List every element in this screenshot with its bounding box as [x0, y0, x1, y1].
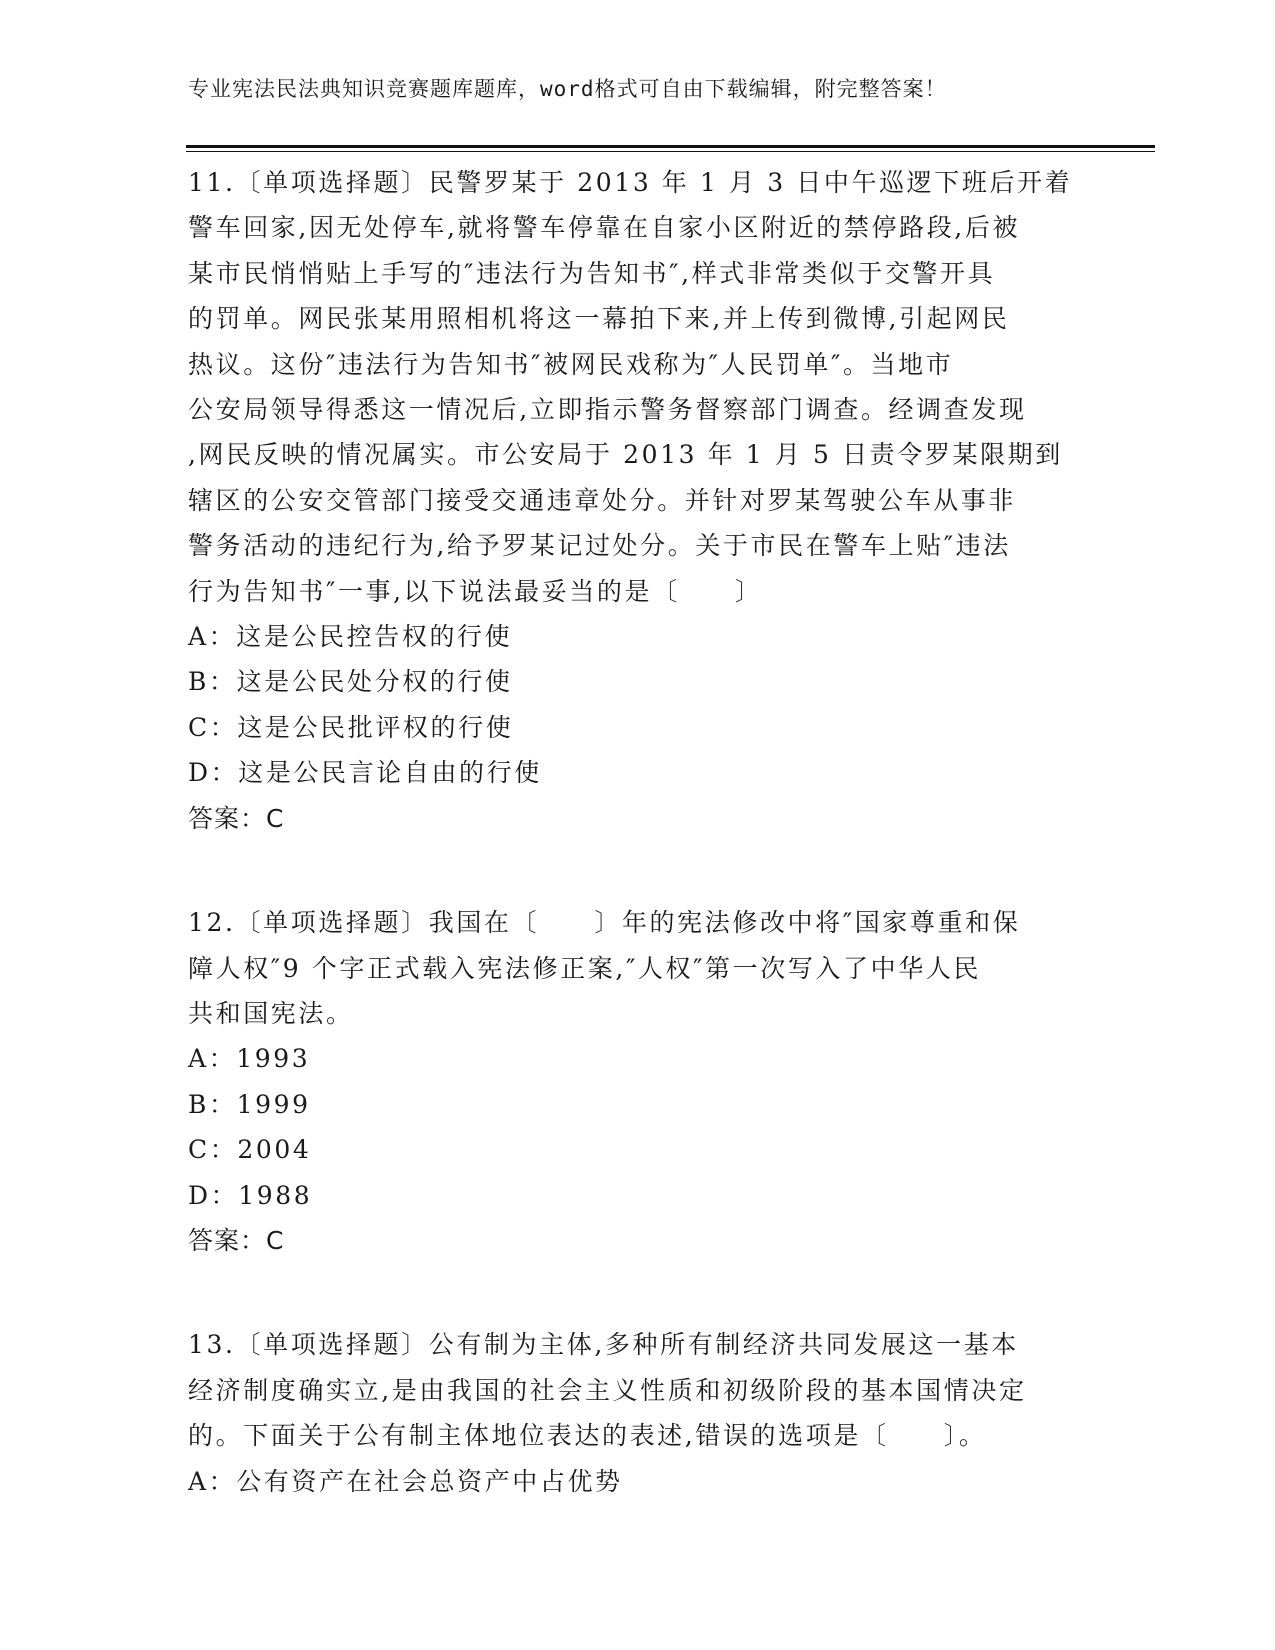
- stem-line: 的罚单。网民张某用照相机将这一幕拍下来,并上传到微博,引起网民: [188, 304, 1010, 334]
- option-c: C：这是公民批评权的行使: [188, 712, 514, 742]
- stem-line: 公安局领导得悉这一情况后,立即指示警务督察部门调查。经调查发现: [188, 395, 1027, 425]
- question-13: [188, 1322, 1088, 1504]
- stem-line: 13.〔单项选择题〕公有制为主体,多种所有制经济共同发展这一基本: [188, 1330, 1019, 1360]
- stem-line: 的。下面关于公有制主体地位表达的表述,错误的选项是〔 〕。: [188, 1421, 987, 1451]
- question-stem: [188, 1322, 1088, 1458]
- stem-line: 11.〔单项选择题〕民警罗某于 2013 年 1 月 3 日中午巡逻下班后开着: [188, 168, 1073, 197]
- stem-line: ,网民反映的情况属实。市公安局于 2013 年 1 月 5 日责令罗某限期到: [188, 440, 1063, 470]
- header-rule-thick: [186, 145, 1155, 148]
- option-d: D：1988: [188, 1180, 313, 1210]
- option-d: D：这是公民言论自由的行使: [188, 758, 542, 788]
- option-a: A：这是公民控告权的行使: [188, 622, 513, 652]
- option-b: B：1999: [188, 1089, 311, 1119]
- question-spacer: [188, 1263, 1088, 1322]
- header-rule-thin: [186, 151, 1155, 152]
- stem-line: 警务活动的违纪行为,给予罗某记过处分。关于市民在警车上贴″违法: [188, 531, 1011, 561]
- option-c: C：2004: [188, 1135, 312, 1165]
- stem-line: 辖区的公安交管部门接受交通违章处分。并针对罗某驾驶公车从事非: [188, 485, 1017, 515]
- stem-line: 行为告知书″一事,以下说法最妥当的是〔 〕: [188, 576, 763, 606]
- answer-line: 答案：C: [188, 1225, 285, 1255]
- stem-line: 12.〔单项选择题〕我国在〔 〕年的宪法修改中将″国家尊重和保: [188, 908, 1021, 938]
- question-list: [188, 160, 1088, 1504]
- option-a: A：公有资产在社会总资产中占优势: [188, 1466, 623, 1496]
- page-header: 专业宪法民法典知识竞赛题库题库，word格式可自由下载编辑，附完整答案！: [188, 77, 947, 101]
- question-12: [188, 900, 1088, 1263]
- stem-line: 共和国宪法。: [188, 998, 354, 1028]
- question-spacer: [188, 841, 1088, 900]
- stem-line: 热议。这份″违法行为告知书″被网民戏称为″人民罚单″。当地市: [188, 349, 954, 379]
- option-b: B：这是公民处分权的行使: [188, 667, 513, 697]
- answer-line: 答案：C: [188, 803, 285, 833]
- stem-line: 经济制度确实立,是由我国的社会主义性质和初级阶段的基本国情决定: [188, 1375, 1027, 1405]
- question-11: [188, 160, 1088, 841]
- stem-line: 障人权″9 个字正式载入宪法修正案,″人权″第一次写入了中华人民: [188, 953, 982, 983]
- stem-line: 某市民悄悄贴上手写的″违法行为告知书″,样式非常类似于交警开具: [188, 258, 996, 288]
- question-stem: [188, 900, 1088, 1036]
- question-stem: [188, 160, 1088, 614]
- option-a: A：1993: [188, 1044, 311, 1074]
- stem-line: 警车回家,因无处停车,就将警车停靠在自家小区附近的禁停路段,后被: [188, 213, 1021, 243]
